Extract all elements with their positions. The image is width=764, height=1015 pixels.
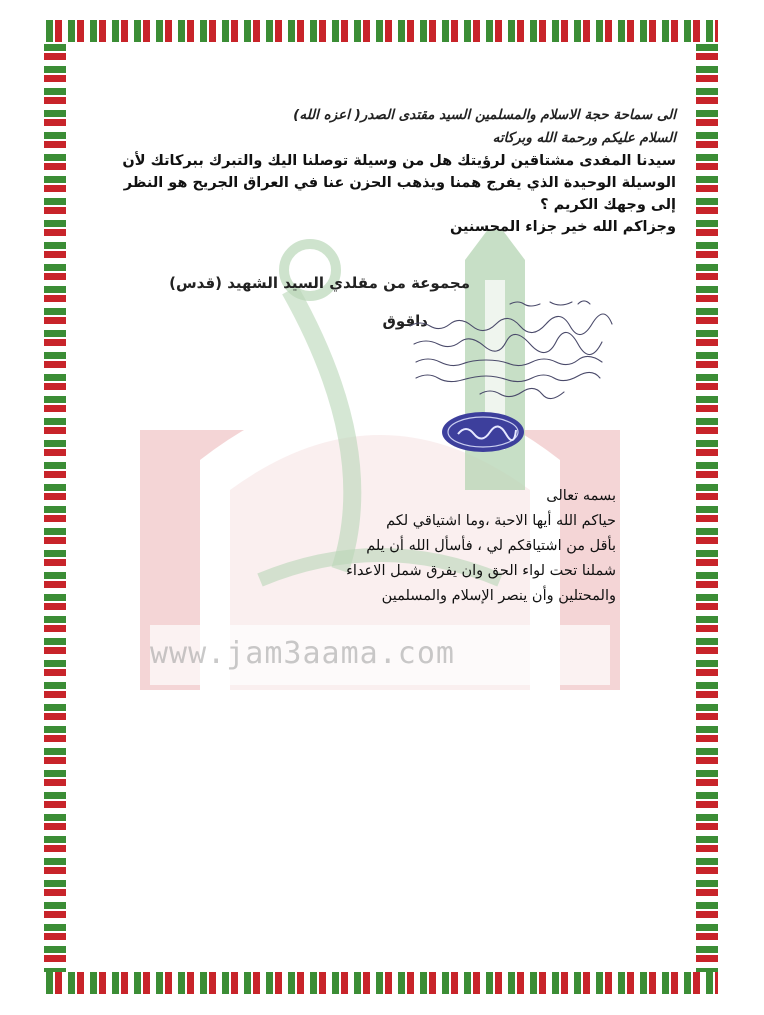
- decorative-border-right: [696, 42, 718, 972]
- sender-place: داقوق: [382, 312, 428, 330]
- reply-line: بسمه تعالى: [546, 488, 616, 504]
- body-line: إلى وجهك الكريم ؟: [540, 197, 676, 213]
- reply-line: بأقل من اشتياقكم لي ، فأسأل الله أن يلم: [366, 538, 616, 554]
- decorative-border-left: [44, 42, 66, 972]
- decorative-border-top: [44, 20, 718, 42]
- reply-line: والمحتلين وأن ينصر الإسلام والمسلمين: [381, 588, 616, 604]
- body-line: سيدنا المفدى مشتاقين لرؤيتك هل من وسيلة توصلنا اليك والتبرك ببركاتك لأن: [122, 153, 676, 169]
- body-line: وجزاكم الله خير جزاء المحسنين: [449, 219, 676, 235]
- sender-signature: مجموعة من مقلدي السيد الشهيد (قدس): [169, 274, 470, 292]
- reply-line: شملنا تحت لواء الحق وان يفرق شمل الاعداء: [346, 563, 616, 579]
- handwritten-reply-image: [400, 292, 645, 407]
- decorative-border-bottom: [44, 972, 718, 994]
- salutation-line: الى سماحة حجة الاسلام والمسلمين السيد مقتدى الصدر( اعزه الله): [293, 107, 676, 123]
- reply-line: حياكم الله أيها الاحبة ،وما اشتياقي لكم: [386, 513, 616, 529]
- typed-reply: [346, 484, 616, 609]
- greeting-line: السلام عليكم ورحمة الله وبركاته: [492, 130, 676, 146]
- letter-body: [116, 104, 676, 238]
- watermark-url: www.jam3aama.com: [150, 636, 455, 671]
- oval-seal-stamp-icon: [440, 410, 526, 454]
- body-line: الوسيلة الوحيدة الذي يفرج همنا ويذهب الحزن عنا في العراق الجريح هو النظر: [123, 175, 676, 191]
